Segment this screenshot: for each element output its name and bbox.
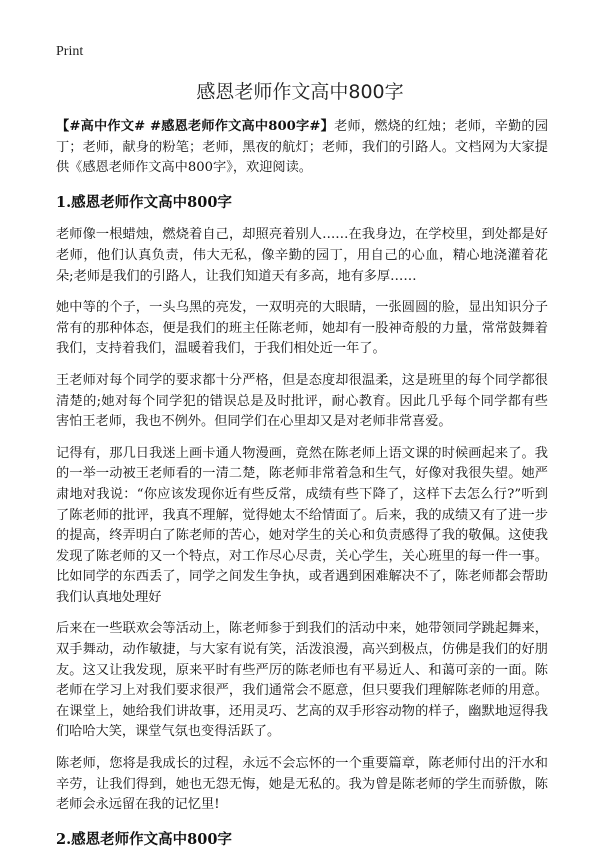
paragraph: 王老师对每个同学的要求都十分严格，但是态度却很温柔，这是班里的每个同学都很清楚的;她对每个同学犯的错误总是及时批评，耐心教育。因此几乎每个同学都有些害怕王老师，我也不例外。但同学们在心里却又是对老师非常喜爱。 [56, 372, 548, 430]
paragraph: 她中等的个子，一头乌黑的亮发，一双明亮的大眼睛，一张圆圆的脸，显出知识分子常有的那种体态，便是我们的班主任陈老师，她却有一股神奇般的力量，常常鼓舞着我们，支持着我们，温暖着我们，于我们相处近一年了。 [56, 300, 548, 357]
paragraph: 老师像一根蜡烛，燃烧着自己，却照亮着别人……在我身边，在学校里，到处都是好老师，他们认真负责，伟大无私，像辛勤的园丁，用自己的心血，精心地浇灌着花朵;老师是我们的引路人，让我们知道天有多高，地有多厚…… [56, 227, 548, 284]
intro-tag: 【#高中作文# #感恩老师作文高中800字#】 [56, 119, 335, 134]
paragraph: 后来在一些联欢会等活动上，陈老师参于到我们的活动中来，她带领同学跳起舞来，双手舞动，动作敏捷，与大家有说有笑，活泼浪漫，高兴到极点，仿佛是我们的好朋友。这又让我发现，原来平时有些严厉的陈老师也有平易近人、和蔼可亲的一面。陈老师在学习上对我们要求很严，我们通常会不愿意，但只要我们理解陈老师的用意。在课堂上，她给我们讲故事，还用灵巧、艺高的双手形容动物的样子，幽默地逗得我们哈哈大笑，课堂气氛也变得活跃了。 [56, 621, 548, 740]
section-heading: 2.感恩老师作文高中800字 [56, 830, 232, 848]
intro-text: 老师，燃烧的红烛；老师，辛勤的园丁；老师，献身的粉笔；老师，黑夜的航灯；老师，我们的引路人。文档网为大家提供《感恩老师作文高中800字》，欢迎阅读。 [56, 119, 549, 176]
intro-paragraph [56, 117, 548, 179]
print-link[interactable]: Print [56, 44, 84, 59]
paragraph: 记得有，那几日我迷上画卡通人物漫画，竟然在陈老师上语文课的时候画起来了。我的一举一动被王老师看的一清二楚，陈老师非常着急和生气，好像对我很失望。她严肃地对我说：“你应该发现你近有些反常，成绩有些下降了，这样下去怎么行?”听到了陈老师的批评，我真不理解，觉得她太不给情面了。后来，我的成绩又有了进一步的提高，终弄明白了陈老师的苦心，她对学生的关心和负责感得了我的敬佩。这使我发现了陈老师的又一个特点，对工作尽心尽责，关心学生，关心班里的每一件一事。比如同学的东西丢了，同学之间发生争执，或者遇到困难解决不了，陈老师都会帮助我们认真地处理好 [56, 445, 548, 605]
article-body [56, 117, 548, 862]
section-heading: 1.感恩老师作文高中800字 [56, 193, 232, 211]
page-title: 感恩老师作文高中800字 [196, 81, 404, 103]
paragraph: 陈老师，您将是我成长的过程，永远不会忘怀的一个重要篇章，陈老师付出的汗水和辛劳，让我们得到，她也无怨无悔，她是无私的。我为曾是陈老师的学生而骄傲，陈老师会永远留在我的记忆里! [56, 756, 548, 813]
